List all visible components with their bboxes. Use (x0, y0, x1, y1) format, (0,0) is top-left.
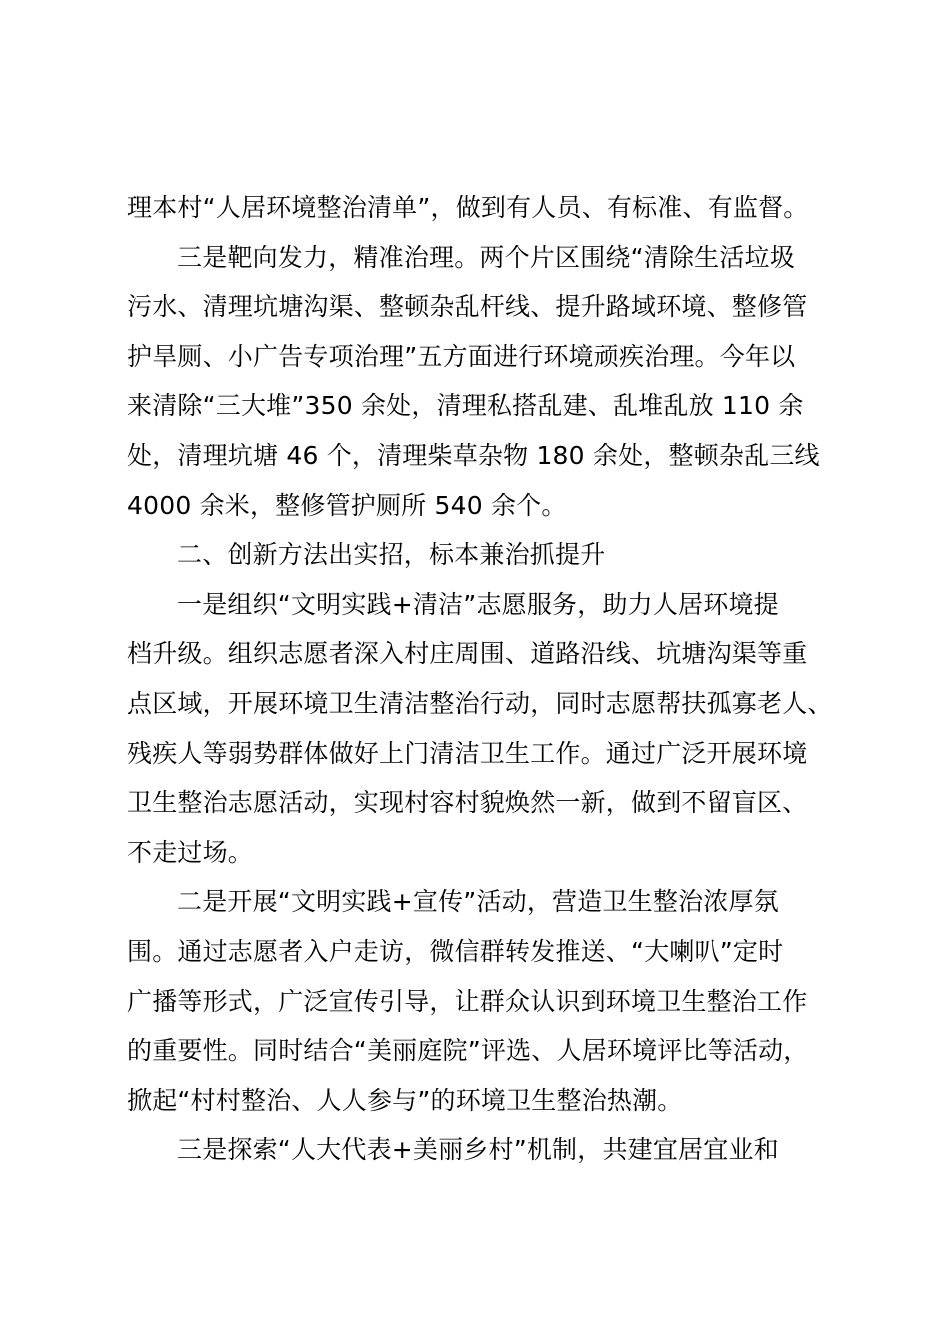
text-line: 残疾人等弱势群体做好上门清洁卫生工作。通过广泛开展环境 (127, 738, 808, 768)
text-line: 护旱厕、小广告专项治理”五方面进行环境顽疾治理。今年以 (127, 341, 796, 371)
text-line: 三是靶向发力，精准治理。两个片区围绕“清除生活垃圾 (177, 242, 795, 272)
text-line: 来清除“三大堆”350 余处，清理私搭乱建、乱堆乱放 110 余 (127, 391, 804, 421)
text-line: 掀起“村村整治、人人参与”的环境卫生整治热潮。 (127, 1085, 683, 1115)
text-line: 围。通过志愿者入户走访，微信群转发推送、“大喇叭”定时 (127, 936, 784, 966)
text-line: 一是组织“文明实践+清洁”志愿服务，助力人居环境提 (177, 589, 779, 619)
text-line: 的重要性。同时结合“美丽庭院”评选、人居环境评比等活动， (127, 1036, 809, 1066)
text-line: 理本村“人居环境整治清单”，做到有人员、有标准、有监督。 (127, 193, 809, 222)
text-line: 三是探索“人大代表+美丽乡村”机制，共建宜居宜业和 (177, 1135, 779, 1165)
text-line: 档升级。组织志愿者深入村庄周围、道路沿线、坑塘沟渠等重 (127, 639, 808, 669)
text-line: 4000 余米，整修管护厕所 540 余个。 (127, 490, 567, 520)
section-heading: 二、创新方法出实招，标本兼治抓提升 (177, 540, 606, 570)
text-line: 卫生整治志愿活动，实现村容村貌焕然一新，做到不留盲区、 (127, 788, 808, 818)
text-line: 点区域，开展环境卫生清洁整治行动，同时志愿帮扶孤寡老人、 (127, 688, 833, 718)
text-line: 污水、清理坑塘沟渠、整顿杂乱杆线、提升路域环境、整修管 (127, 292, 808, 322)
document-body (127, 183, 847, 1175)
text-line: 处，清理坑塘 46 个，清理柴草杂物 180 余处，整顿杂乱三线 (127, 440, 820, 470)
text-line: 不走过场。 (127, 837, 254, 867)
text-line: 广播等形式，广泛宣传引导，让群众认识到环境卫生整治工作 (127, 986, 808, 1016)
text-line: 二是开展“文明实践+宣传”活动，营造卫生整治浓厚氛 (177, 887, 779, 917)
